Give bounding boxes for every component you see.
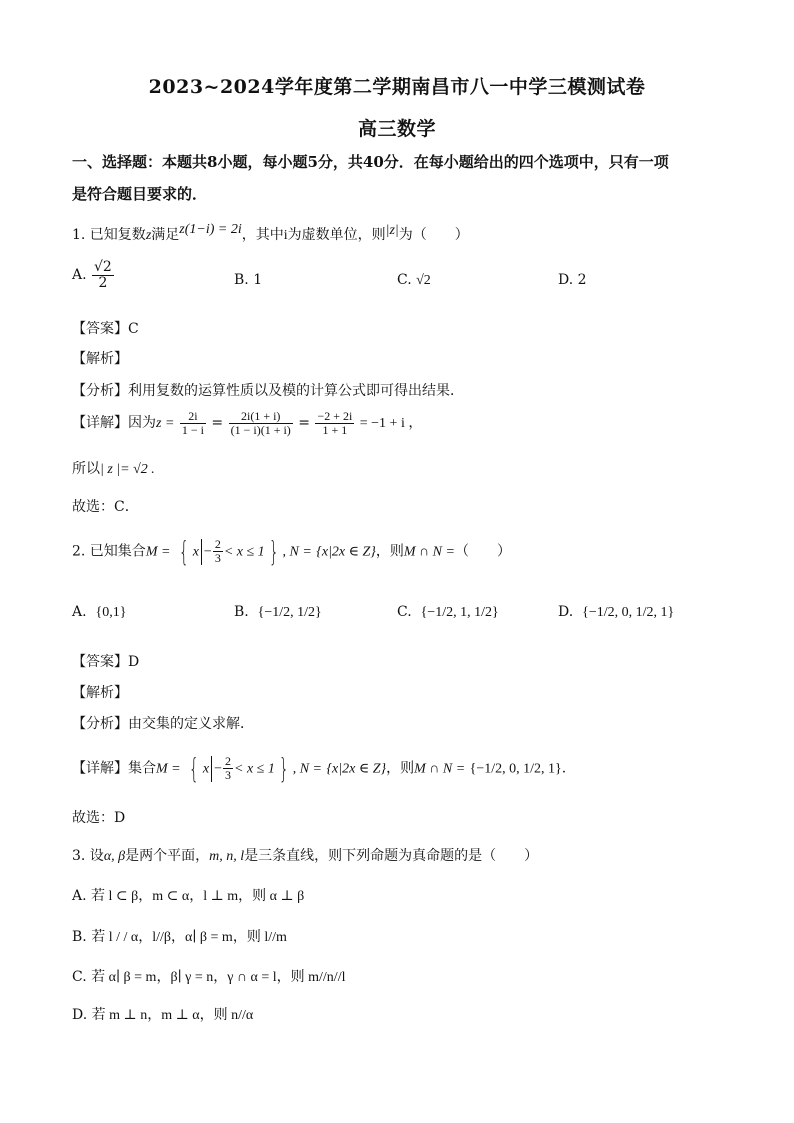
q1-frac-1-den: 1 − i xyxy=(181,422,204,437)
q2-detail-N-set: {x|2x ∈ Z} xyxy=(326,761,387,777)
q2-detail-frac xyxy=(223,755,233,781)
q2-option-d-label: D. xyxy=(558,604,574,620)
q2-detail-x: x xyxy=(202,761,210,777)
q2-answer-value: D xyxy=(128,654,140,670)
q2-option-d-value: {−1/2, 0, 1/2, 1} xyxy=(582,605,675,620)
q2-detail-left-brace: { xyxy=(189,752,199,785)
q2-option-a-label: A. xyxy=(72,604,87,620)
q3-option-b-label: B. xyxy=(72,929,87,945)
q2-neg: − xyxy=(203,544,212,560)
q2-option-d xyxy=(558,604,674,621)
q1-mid3: 为虚数单位，则 xyxy=(287,227,386,243)
q1-option-a-den: 2 xyxy=(98,274,108,291)
q1-choose: 故选：C． xyxy=(72,499,139,515)
exam-subtitle: 高三数学 xyxy=(357,118,436,140)
q2-left-brace: { xyxy=(178,535,189,568)
q3-option-a-text: 若 l ⊂ β，m ⊂ α，l ⊥ m，则 α ⊥ β xyxy=(91,889,305,904)
q3-option-d-text: 若 m ⊥ n，m ⊥ α，则 n//α xyxy=(91,1008,254,1023)
q2-detail-neg: − xyxy=(214,761,223,777)
q2-detail-right-brace: } xyxy=(278,752,289,785)
q2-detail: 【详解】集合M = { x − $\frac{2}{3}$ < x ≤ 1 } , N = {x|2x ∈ Z}，则M ∩ N = {−1/2, 0, 1/2, 1}. xyxy=(72,752,567,785)
q1-detail-prefix: 因为 xyxy=(128,415,156,432)
q3-option-a xyxy=(72,885,304,905)
q1-z: z xyxy=(145,228,152,243)
q2-answer-label: 【答案】 xyxy=(72,654,128,670)
q3-alpha-beta: α, β xyxy=(103,849,126,864)
q1-so-expr: | z |= √2 . xyxy=(100,462,155,477)
q2-stem xyxy=(72,535,511,568)
q2-detail-prefix: 集合 xyxy=(128,760,156,777)
q2-frac-den: 3 xyxy=(214,551,221,565)
q2-N-set: {x|2x ∈ Z} xyxy=(316,544,376,560)
q1-frac-1-num: 2i xyxy=(180,410,206,424)
q2-option-a xyxy=(72,604,126,621)
q1-option-c xyxy=(397,272,431,289)
q2-fenxi-text: 由交集的定义求解． xyxy=(128,716,254,732)
q1-condition: z(1−i) = 2i xyxy=(179,222,242,237)
q3-option-c-text: 若 α∣ β = m，β∣ γ = n，γ ∩ α = l，则 m//n//l xyxy=(91,970,346,985)
q1-frac-1 xyxy=(180,410,206,436)
q2-answer xyxy=(72,651,139,671)
section-heading-line1: 一、选择题：本题共8小题，每小题5分，共40分．在每小题给出的四个选项中，只有一项 xyxy=(72,153,669,171)
q1-option-d xyxy=(558,272,587,288)
q2-detail-ineq-tail: < x ≤ 1 xyxy=(234,761,275,777)
q1-option-a-frac xyxy=(92,260,114,290)
q1-prefix: 1. 已知复数 xyxy=(72,227,146,243)
q1-option-d-label: D. xyxy=(558,272,574,288)
q2-option-a-value: {0,1} xyxy=(95,605,127,620)
q1-frac-3-den: 1 + 1 xyxy=(322,422,348,437)
q1-option-a xyxy=(72,260,115,290)
q1-option-d-value: 2 xyxy=(577,272,587,288)
exam-title: 2023~2024学年度第二学期南昌市八一中学三模测试卷 xyxy=(148,76,646,98)
q2-fenxi-label: 【分析】 xyxy=(72,716,128,732)
q3-option-d xyxy=(72,1004,253,1024)
q2-right-brace: } xyxy=(268,535,279,568)
q1-option-c-label: C. xyxy=(397,272,412,288)
q1-suffix: 为（ ） xyxy=(398,227,469,243)
q3-stem xyxy=(72,845,538,865)
q2-analysis-label: 【解析】 xyxy=(72,685,128,701)
q1-option-b xyxy=(234,272,262,288)
q2-option-b-value: {−1/2, 1/2} xyxy=(257,605,322,620)
q2-option-c xyxy=(397,604,499,621)
q2-fenxi xyxy=(72,713,254,733)
q2-paren: （ ） xyxy=(454,543,511,560)
q1-i: i xyxy=(283,228,288,243)
q3-option-d-label: D. xyxy=(72,1007,88,1023)
q1-frac-2-den: (1 − i)(1 + i) xyxy=(230,422,291,437)
q2-option-c-label: C. xyxy=(397,604,412,620)
q3-mnl: m, n, l xyxy=(209,849,245,864)
q3-option-a-label: A. xyxy=(72,888,87,904)
q2-detail-frac-num: 2 xyxy=(225,754,232,769)
q1-so xyxy=(72,458,155,478)
q2-detail-label: 【详解】 xyxy=(72,760,128,777)
q1-frac-2-num: 2i(1 + i) xyxy=(229,410,293,424)
q1-frac-2 xyxy=(229,410,293,436)
q1-detail-tail: = −1 + i ， xyxy=(359,416,423,432)
q1-option-c-value: √2 xyxy=(416,273,431,288)
q1-detail-z: z = xyxy=(156,416,175,432)
q3-option-b xyxy=(72,926,287,946)
q2-MN: M ∩ N = xyxy=(403,544,455,560)
q1-abs-z: |z| xyxy=(385,223,399,238)
q2-detail-then: ，则 xyxy=(386,760,415,777)
q1-frac-3 xyxy=(315,410,354,436)
q1-stem xyxy=(72,224,469,244)
q1-detail: 【详解】因为z = $\frac{2i}{1 - i}$ = $\frac{2i(1 + i)}{(1 - i)(1 + i)}$ = $\frac{-2 + 2i}{1 + 1}$ = −1 + i ， xyxy=(72,409,423,437)
q1-mid1: 满足 xyxy=(151,227,180,243)
q2-option-b-label: B. xyxy=(234,604,249,620)
q2-detail-result: {−1/2, 0, 1/2, 1} xyxy=(469,761,562,777)
q2-set-x: x xyxy=(192,544,199,560)
section-heading-line2: 是符合题目要求的． xyxy=(72,185,208,203)
q3-stem-suffix: 是三条直线，则下列命题为真命题的是（ ） xyxy=(244,848,539,864)
q3-stem-prefix: 3. 设 xyxy=(72,848,104,864)
q2-prefix: 2. 已知集合 xyxy=(72,543,146,560)
q1-answer-value: C xyxy=(128,321,139,337)
q2-option-c-value: {−1/2, 1, 1/2} xyxy=(420,605,499,620)
q1-mid2: ，其中 xyxy=(241,227,284,243)
q2-frac-num: 2 xyxy=(214,537,221,552)
q3-option-c-label: C. xyxy=(72,969,87,985)
q1-fenxi xyxy=(72,380,464,400)
q2-choose: 故选：D xyxy=(72,810,126,826)
q2-set-bar xyxy=(201,539,202,565)
q1-option-a-num: √2 xyxy=(94,259,112,275)
q1-fenxi-text: 利用复数的运算性质以及模的计算公式即可得出结果． xyxy=(128,383,464,399)
q1-option-a-label: A. xyxy=(72,267,87,284)
q2-detail-MN: M ∩ N = xyxy=(414,761,466,777)
q2-option-b xyxy=(234,604,322,621)
q2-detail-M: M = xyxy=(156,761,181,777)
q2-frac xyxy=(213,538,223,564)
q2-ineq-tail: < x ≤ 1 xyxy=(223,544,265,560)
q1-analysis-label: 【解析】 xyxy=(72,351,128,367)
q3-option-c xyxy=(72,966,345,986)
q2-then: ，则 xyxy=(375,543,404,560)
q2-detail-N: , N = xyxy=(292,761,322,777)
q2-N: , N = xyxy=(282,544,312,560)
q2-detail-bar xyxy=(211,756,212,782)
q1-detail-label: 【详解】 xyxy=(72,415,128,432)
q1-frac-3-num: −2 + 2i xyxy=(317,409,353,423)
q3-stem-mid: 是两个平面， xyxy=(125,848,210,864)
q1-answer-label: 【答案】 xyxy=(72,321,128,337)
q1-option-b-value: 1 xyxy=(253,272,263,288)
q2-M: M = xyxy=(145,544,171,560)
q1-option-b-label: B. xyxy=(234,272,249,288)
q1-fenxi-label: 【分析】 xyxy=(72,383,128,399)
q2-detail-frac-den: 3 xyxy=(225,768,232,782)
q1-so-prefix: 所以 xyxy=(72,461,100,477)
q3-option-b-text: 若 l / / α，l//β，α∣ β = m，则 l//m xyxy=(91,930,287,945)
q1-answer xyxy=(72,318,139,338)
